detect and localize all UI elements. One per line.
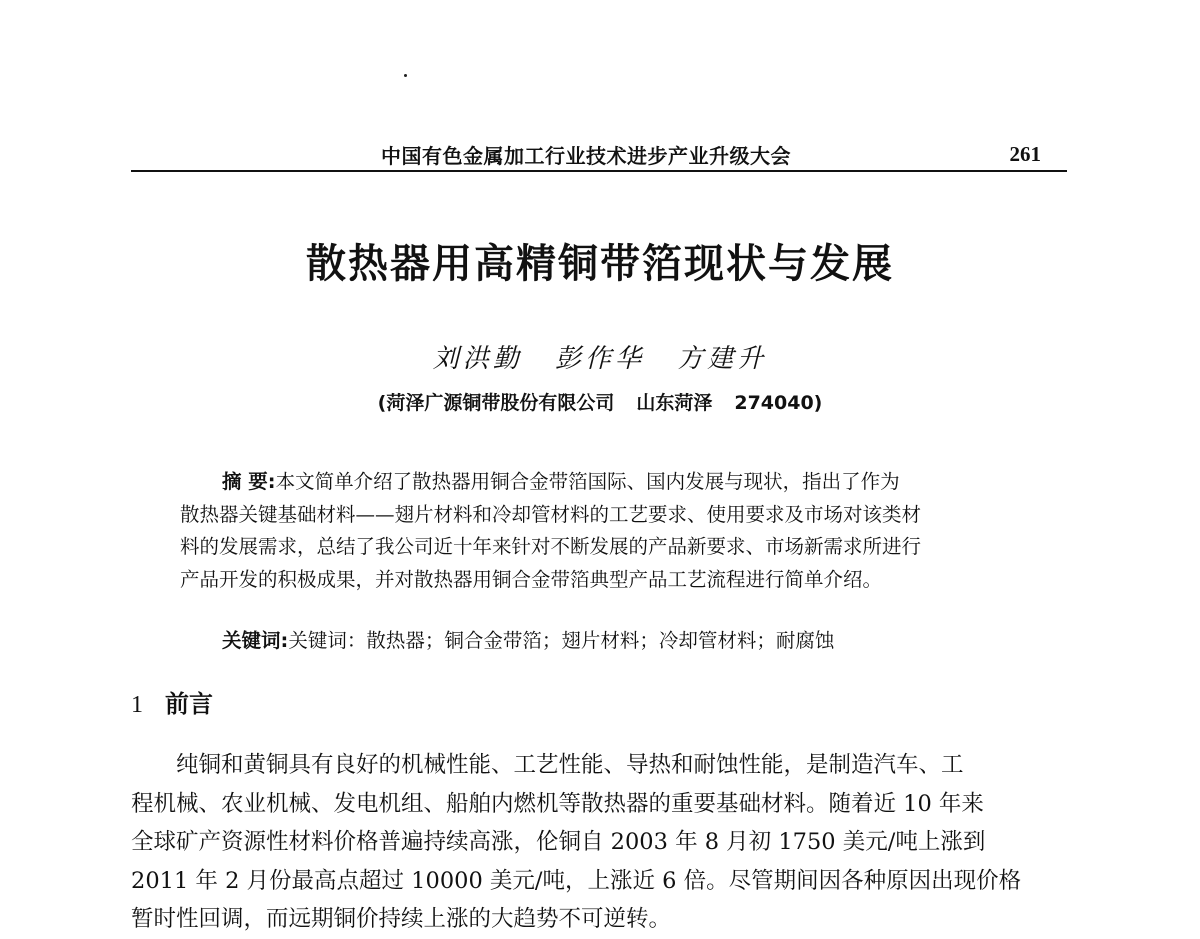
abstract [180, 466, 1025, 596]
section-body [131, 746, 1067, 939]
section-heading [131, 684, 213, 719]
running-title: 中国有色金属加工行业技术进步产业升级大会 [381, 144, 791, 168]
section-number: 1 [131, 692, 143, 718]
abstract-line: 产品开发的积极成果，并对散热器用铜合金带箔典型产品工艺流程进行简单介绍。 [180, 567, 883, 591]
affiliation-place: 山东菏泽 [636, 392, 713, 414]
abstract-line: 散热器关键基础材料——翅片材料和冷却管材料的工艺要求、使用要求及市场对该类材 [180, 502, 922, 526]
page-number: 261 [1009, 142, 1041, 166]
abstract-label: 摘 要: [222, 470, 276, 493]
affiliation [0, 388, 1200, 415]
abstract-text: 本文简单介绍了散热器用铜合金带箔国际、国内发展与现状，指出了作为 [275, 470, 900, 493]
affiliation-postcode: 274040 [734, 392, 814, 414]
body-line: 全球矿产资源性材料价格普遍持续高涨，伦铜自 2003 年 8 月初 1750 美元/吨上涨到 [131, 829, 986, 855]
body-line: 纯铜和黄铜具有良好的机械性能、工艺性能、导热和耐蚀性能，是制造汽车、工 [176, 752, 964, 778]
affiliation-close-paren: ) [813, 392, 823, 414]
keywords-text: 关键词：散热器；铜合金带箔；翅片材料；冷却管材料；耐腐蚀 [288, 629, 835, 652]
abstract-line: 料的发展需求，总结了我公司近十年来针对不断发展的产品新要求、市场新需求所进行 [180, 535, 922, 558]
article-title: 散热器用高精铜带箔现状与发展 [306, 241, 894, 287]
keywords-label: 关键词: [222, 629, 289, 652]
running-header [131, 138, 1067, 172]
scan-speck [404, 74, 407, 77]
body-line: 2011 年 2 月份最高点超过 10000 美元/吨，上涨近 6 倍。尽管期间因各种原因出现价格 [131, 867, 1022, 894]
body-line: 程机械、农业机械、发电机组、船舶内燃机等散热器的重要基础材料。随着近 10 年来 [131, 790, 984, 817]
section-title: 前言 [165, 690, 213, 718]
body-line: 暂时性回调，而远期铜价持续上涨的大趋势不可逆转。 [131, 906, 672, 932]
affiliation-org: 菏泽广源铜带股份有限公司 [386, 392, 615, 414]
keywords [222, 625, 834, 653]
header-rule [131, 170, 1067, 172]
abstract-line [180, 466, 1025, 499]
author-list: 刘洪勤 彭作华 方建升 [432, 344, 768, 374]
affiliation-open-paren: ( [377, 392, 387, 414]
